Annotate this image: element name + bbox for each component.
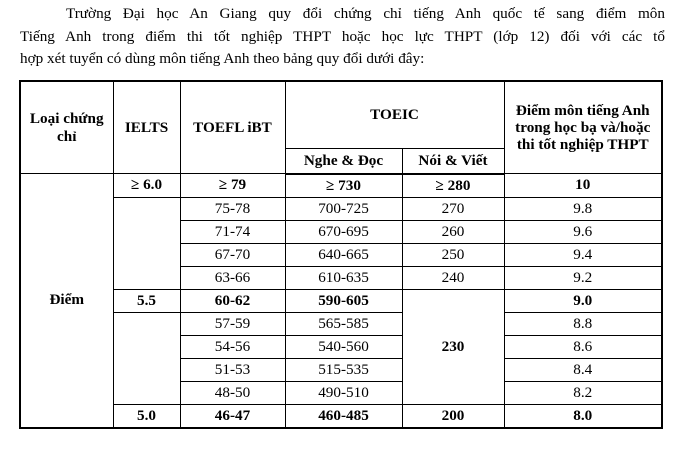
- toeic-sw-cell: 200: [402, 404, 504, 428]
- toefl-cell: 60-62: [180, 289, 285, 312]
- row-label-diem: Điểm: [20, 174, 113, 428]
- header-toeic-speaking-writing: Nói & Viết: [402, 149, 504, 174]
- table-row: [20, 404, 662, 428]
- toeic-lr-cell: 515-535: [285, 358, 402, 381]
- toefl-cell: 71-74: [180, 220, 285, 243]
- toeic-lr-cell: 460-485: [285, 404, 402, 428]
- toeic-lr-cell: 565-585: [285, 312, 402, 335]
- toefl-cell: 48-50: [180, 381, 285, 404]
- toefl-cell: 75-78: [180, 197, 285, 220]
- toeic-sw-cell: 270: [402, 197, 504, 220]
- toefl-cell: ≥ 79: [180, 174, 285, 198]
- ielts-cell: 5.5: [113, 289, 180, 312]
- score-cell: 9.2: [504, 266, 662, 289]
- conversion-table: [19, 80, 663, 429]
- header-cert-type: Loại chứng chỉ: [20, 81, 113, 174]
- toeic-lr-cell: 540-560: [285, 335, 402, 358]
- toeic-lr-cell: 490-510: [285, 381, 402, 404]
- table-row: [20, 174, 662, 198]
- toeic-lr-cell: 640-665: [285, 243, 402, 266]
- table-row: [20, 197, 662, 220]
- intro-paragraph: [20, 3, 665, 71]
- score-cell: 8.6: [504, 335, 662, 358]
- ielts-cell: ≥ 6.0: [113, 174, 180, 198]
- toeic-sw-cell: 250: [402, 243, 504, 266]
- toefl-cell: 46-47: [180, 404, 285, 428]
- score-cell: 9.0: [504, 289, 662, 312]
- toeic-lr-cell: 590-605: [285, 289, 402, 312]
- score-cell: 8.0: [504, 404, 662, 428]
- toeic-lr-cell: 670-695: [285, 220, 402, 243]
- score-cell: 8.4: [504, 358, 662, 381]
- score-cell: 8.2: [504, 381, 662, 404]
- table-row: [20, 312, 662, 335]
- toefl-cell: 54-56: [180, 335, 285, 358]
- toeic-lr-cell: ≥ 730: [285, 174, 402, 198]
- score-cell: 10: [504, 174, 662, 198]
- toefl-cell: 63-66: [180, 266, 285, 289]
- score-cell: 9.6: [504, 220, 662, 243]
- header-toefl: TOEFL iBT: [180, 81, 285, 174]
- toefl-cell: 57-59: [180, 312, 285, 335]
- toefl-cell: 67-70: [180, 243, 285, 266]
- toeic-sw-cell: 240: [402, 266, 504, 289]
- score-cell: 9.4: [504, 243, 662, 266]
- header-toeic-listening-reading: Nghe & Đọc: [285, 149, 402, 174]
- toeic-sw-cell: ≥ 280: [402, 174, 504, 198]
- table-row: [20, 289, 662, 312]
- header-score: Điểm môn tiếng Anh trong học bạ và/hoặc thi tốt nghiệp THPT: [504, 81, 662, 174]
- header-ielts: IELTS: [113, 81, 180, 174]
- header-toeic: TOEIC: [285, 81, 504, 149]
- score-cell: 9.8: [504, 197, 662, 220]
- toeic-sw-merged-cell: 230: [402, 289, 504, 404]
- toefl-cell: 51-53: [180, 358, 285, 381]
- intro-line-1: Trường Đại học An Giang quy đổi chứng chỉ tiếng Anh quốc tế sang điểm môn: [66, 5, 665, 22]
- intro-line-3: hợp xét tuyển có dùng môn tiếng Anh theo bảng quy đổi dưới đây:: [20, 50, 425, 67]
- toeic-sw-cell: 260: [402, 220, 504, 243]
- ielts-cell: 5.0: [113, 404, 180, 428]
- ielts-empty-cell: [113, 197, 180, 289]
- ielts-empty-cell: [113, 312, 180, 404]
- toeic-lr-cell: 700-725: [285, 197, 402, 220]
- score-cell: 8.8: [504, 312, 662, 335]
- toeic-lr-cell: 610-635: [285, 266, 402, 289]
- intro-line-2: Tiếng Anh trong điểm thi tốt nghiệp THPT hoặc học lực THPT (lớp 12) đối với các tổ: [20, 27, 665, 45]
